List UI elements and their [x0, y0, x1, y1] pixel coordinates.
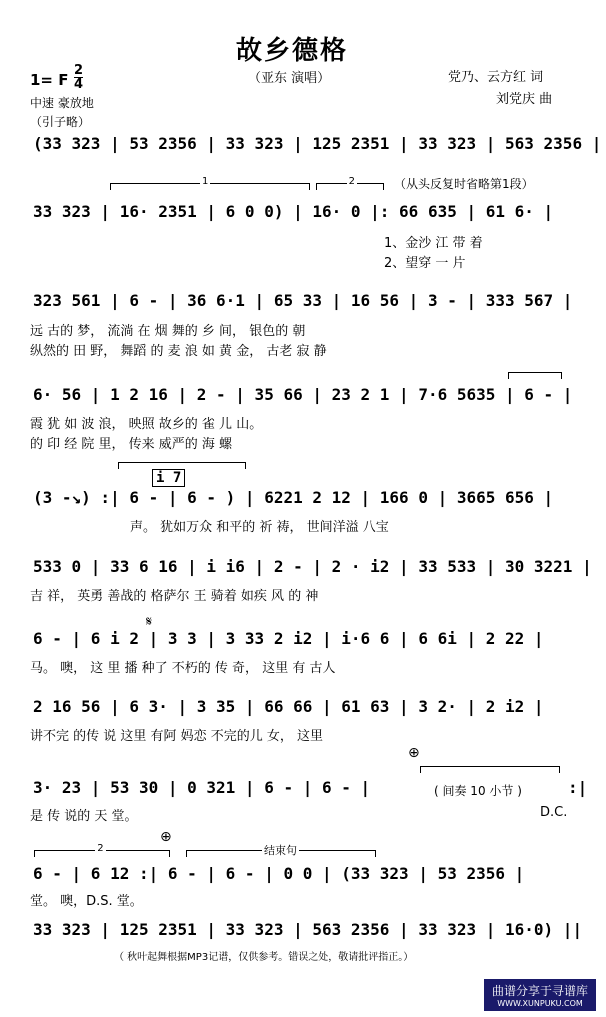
repeat-end: :|	[568, 778, 588, 797]
song-title: 故乡德格	[236, 36, 349, 66]
key-signature: 1= F	[30, 71, 69, 89]
notes: 6· 56 | 1 2 16 | 2 - | 35 66 | 23 2 1 | 7·6 5635 | 6 - |	[33, 385, 573, 404]
volta-line-4	[508, 372, 562, 379]
notes: 6 - | 6 12 :| 6 - | 6 - | 0 0 | (33 323 | 53 2356 |	[33, 864, 525, 883]
coda-icon-2: ⊕	[160, 829, 172, 845]
notes: (33 323 | 53 2356 | 33 323 | 125 2351 | 33 323 | 563 2356 |	[33, 134, 602, 153]
score-line-9	[0, 778, 606, 802]
volta-number: 1	[202, 176, 209, 187]
time-numerator: 2	[74, 63, 84, 78]
watermark-badge[interactable]	[484, 979, 596, 1011]
watermark-url: WWW.XUNPUKU.COM	[497, 999, 583, 1008]
lyric-line-4a: 霞 犹 如 波 浪， 映照 故乡的 雀 儿 山。	[30, 417, 263, 432]
volta-line-10a	[34, 843, 170, 857]
notes: 3· 23 | 53 30 | 0 321 | 6 - | 6 - |	[33, 778, 371, 797]
volta-number: 2	[97, 843, 104, 854]
score-line-11	[0, 920, 606, 944]
time-signature	[74, 64, 83, 91]
lyric-line-2b: 2、望穿 一 片	[384, 256, 466, 271]
score-line-6	[0, 557, 606, 581]
score-line-7	[0, 629, 606, 653]
notes: 33 323 | 125 2351 | 33 323 | 563 2356 | 33 323 | 16·0) ||	[33, 920, 583, 939]
volta-line-9	[420, 766, 560, 773]
interlude-label: ( 间奏 10 小节 )	[434, 784, 522, 798]
dc-marking: D.C.	[540, 805, 568, 820]
time-denominator: 4	[74, 77, 84, 92]
score-line-8	[0, 697, 606, 721]
lyricist-credit: 党乃、云方红 词	[448, 70, 544, 85]
watermark-text: 曲谱分享于寻谱库	[491, 984, 588, 998]
coda-icon: ⊕	[408, 745, 420, 761]
notes: 323 561 | 6 - | 36 6·1 | 65 33 | 16 56 | 3 - | 333 567 |	[33, 291, 573, 310]
score-line-1	[0, 134, 606, 158]
score-line-3	[0, 291, 606, 315]
notes: 6 - | 6 i 2 | 3 3 | 3 33 2 i2 | i·6 6 | 6 6i | 2 22 |	[33, 629, 544, 648]
lyric-line-3a: 远 古的 梦， 流淌 在 烟 舞的 乡 间， 银色的 朝	[30, 324, 306, 339]
composer-credit: 刘党庆 曲	[496, 92, 553, 107]
lyric-line-6: 吉 祥， 英勇 善战的 格萨尔 王 骑着 如疾 风 的 神	[30, 589, 319, 604]
lyric-line-10: 堂。 噢，D.S. 堂。	[30, 894, 143, 909]
repeat-note: （从头反复时省略第1段）	[394, 177, 534, 191]
notes: (3 -↘) :| 6 - | 6 - ) | 6221 2 12 | 166 0 | 3665 656 |	[33, 488, 554, 507]
tempo-marking: 中速 豪放地	[30, 96, 94, 110]
notes: 533 0 | 33 6 16 | i i6 | 2 - | 2 · i2 | 33 533 | 30 3221 |	[33, 557, 592, 576]
lyric-line-2a: 1、金沙 江 带 着	[384, 236, 483, 251]
lyric-line-3b: 纵然的 田 野， 舞蹈 的 麦 浪 如 黄 金， 古老 寂 静	[30, 344, 327, 359]
notes: 33 323 | 16· 2351 | 6 0 0) | 16· 0 |: 66 635 | 61 6· |	[33, 202, 554, 221]
score-line-10	[0, 864, 606, 888]
volta-line-10b	[186, 844, 376, 857]
score-line-5	[0, 488, 606, 512]
score-line-4	[0, 385, 606, 409]
lyric-line-4b: 的 印 经 院 里， 传来 威严的 海 螺	[30, 437, 233, 452]
volta-number: 2	[348, 176, 355, 187]
volta-2	[316, 176, 384, 190]
lyric-line-5: 声。 犹如万众 和平的 祈 祷， 世间洋溢 八宝	[130, 520, 389, 535]
lyric-line-7: 马。 噢， 这 里 播 种了 不朽的 传 奇， 这里 有 古人	[30, 661, 336, 676]
transcription-note: （ 秋叶起舞根据MP3记谱，仅供参考。错误之处，敬请批评指正。）	[114, 952, 414, 963]
volta-1	[110, 176, 310, 190]
ending-label: 结束句	[264, 844, 297, 857]
volta-line-5	[118, 462, 246, 469]
lyric-line-8: 讲不完 的传 说 这里 有阿 妈恋 不完的儿 女， 这里	[30, 729, 324, 744]
segno-icon: 𝄋	[146, 614, 153, 630]
upper-notes: i 7	[152, 469, 185, 487]
intro-label: （引子略）	[30, 115, 91, 129]
singer-credit: （亚东 演唱）	[248, 71, 331, 86]
lyric-line-9: 是 传 说的 天 堂。	[30, 809, 138, 824]
notes: 2 16 56 | 6 3· | 3 35 | 66 66 | 61 63 | 3 2· | 2 i2 |	[33, 697, 544, 716]
score-line-2	[0, 202, 606, 226]
